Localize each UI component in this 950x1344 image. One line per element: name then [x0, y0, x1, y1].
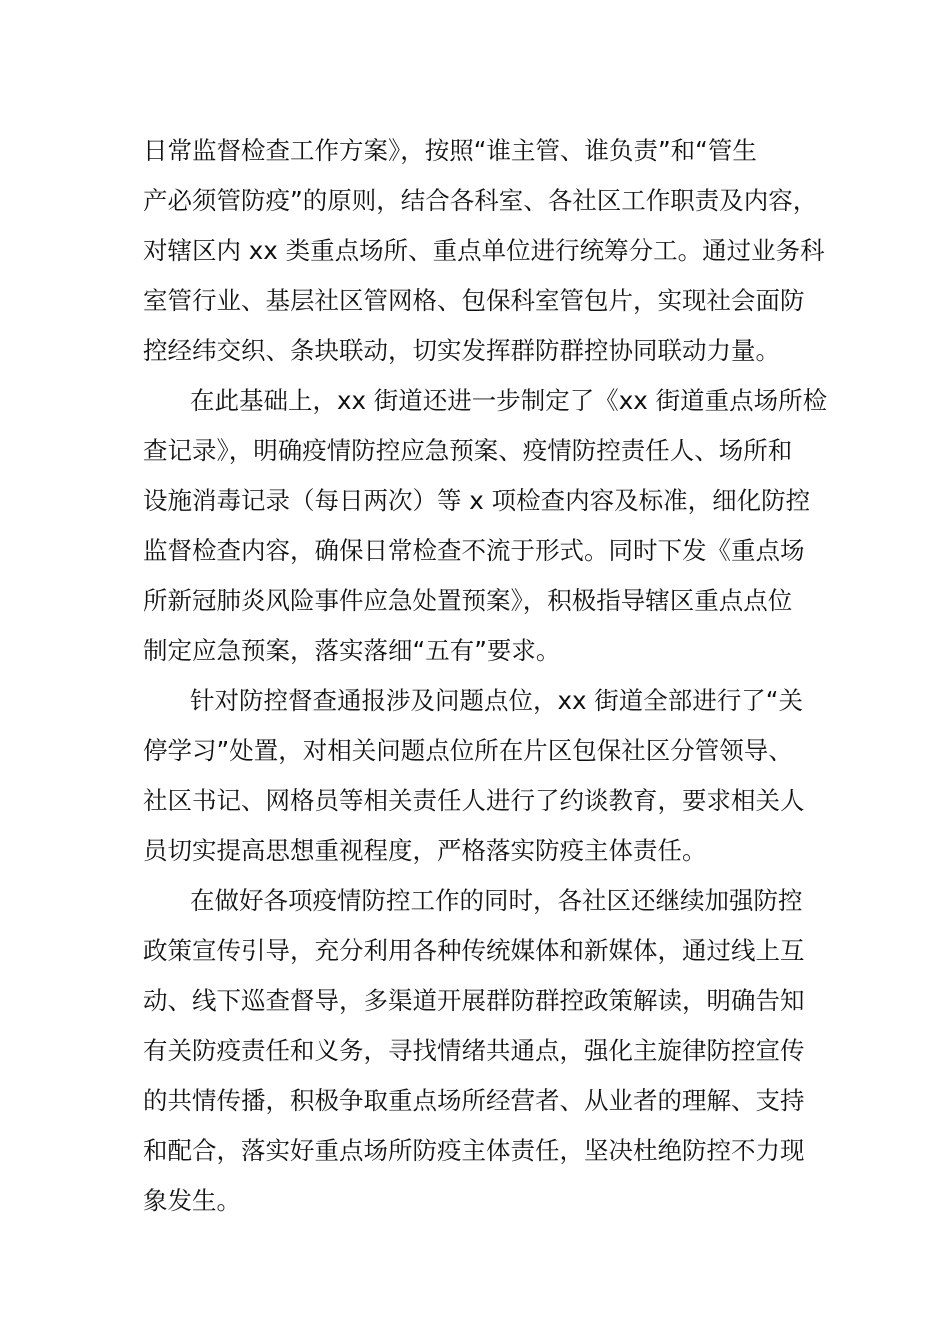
paragraph-1	[143, 126, 825, 376]
text-line: 象发生。	[143, 1186, 241, 1215]
text-line: 动、线下巡查督导，多渠道开展群防群控政策解读，明确告知	[143, 986, 805, 1015]
text-line: 有关防疫责任和义务，寻找情绪共通点，强化主旋律防控宣传	[143, 1036, 805, 1065]
paragraph-3	[143, 676, 809, 876]
text-line: 在做好各项疫情防控工作的同时，各社区还继续加强防控	[190, 886, 803, 915]
text-line: 查记录》，明确疫情防控应急预案、疫情防控责任人、场所和	[143, 436, 793, 465]
text-line: 针对防控督查通报涉及问题点位，xx 街道全部进行了“关	[190, 686, 803, 715]
text-line: 在此基础上，xx 街道还进一步制定了《xx 街道重点场所检	[190, 386, 828, 415]
document-body	[143, 126, 828, 1226]
text-line: 监督检查内容，确保日常检查不流于形式。同时下发《重点场	[143, 536, 805, 565]
paragraph-2	[143, 376, 828, 676]
text-line: 设施消毒记录（每日两次）等 x 项检查内容及标准，细化防控	[143, 486, 811, 515]
text-line: 产必须管防疫”的原则，结合各科室、各社区工作职责及内容，	[143, 186, 818, 215]
text-line: 和配合，落实好重点场所防疫主体责任，坚决杜绝防控不力现	[143, 1136, 805, 1165]
text-line: 控经纬交织、条块联动，切实发挥群防群控协同联动力量。	[143, 336, 780, 365]
text-line: 的共情传播，积极争取重点场所经营者、从业者的理解、支持	[143, 1086, 805, 1115]
text-line: 室管行业、基层社区管网格、包保科室管包片，实现社会面防	[143, 286, 805, 315]
text-line: 员切实提高思想重视程度，严格落实防疫主体责任。	[143, 836, 707, 865]
text-line: 停学习”处置，对相关问题点位所在片区包保社区分管领导、	[143, 736, 793, 765]
text-line: 对辖区内 xx 类重点场所、重点单位进行统筹分工。通过业务科	[143, 236, 825, 265]
text-line: 制定应急预案，落实落细“五有”要求。	[143, 636, 561, 665]
text-line: 社区书记、网格员等相关责任人进行了约谈教育，要求相关人	[143, 786, 805, 815]
text-line: 政策宣传引导，充分利用各种传统媒体和新媒体，通过线上互	[143, 936, 805, 965]
text-line: 日常监督检查工作方案》，按照“谁主管、谁负责”和“管生	[143, 136, 757, 165]
text-line: 所新冠肺炎风险事件应急处置预案》，积极指导辖区重点点位	[143, 586, 793, 615]
paragraph-4	[143, 876, 809, 1226]
